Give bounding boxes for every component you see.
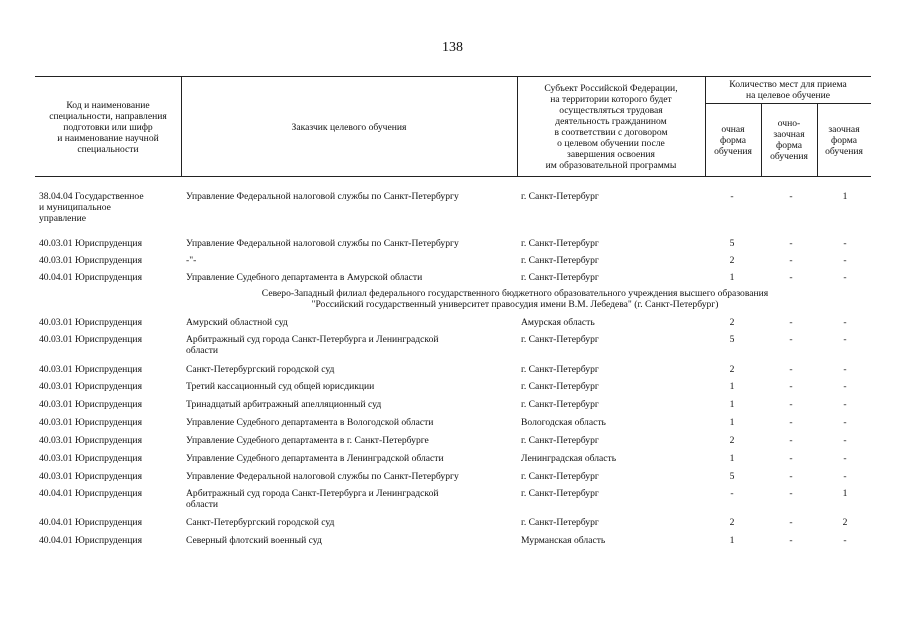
cell-subject: г. Санкт-Петербург [521, 334, 599, 345]
cell-code: 40.03.01 Юриспруденция [39, 364, 142, 375]
cell-subject: г. Санкт-Петербург [521, 255, 599, 266]
cell-subject: Вологодская область [521, 417, 606, 428]
cell-subject: Ленинградская область [521, 453, 617, 464]
cell-distance: 1 [842, 191, 848, 202]
cell-part-time: - [789, 399, 793, 410]
cell-code: 40.03.01 Юриспруденция [39, 238, 142, 249]
cell-full-time: 5 [729, 471, 735, 482]
cell-code: 40.03.01 Юриспруденция [39, 317, 142, 328]
cell-customer: Санкт-Петербургский городской суд [186, 517, 335, 528]
header-distance: заочная форма обучения [825, 123, 863, 157]
cell-code: 40.04.01 Юриспруденция [39, 488, 142, 499]
cell-code: 40.04.01 Юриспруденция [39, 517, 142, 528]
cell-full-time: - [730, 191, 734, 202]
cell-distance: 2 [842, 517, 848, 528]
cell-code: 40.03.01 Юриспруденция [39, 255, 142, 266]
cell-code: 40.03.01 Юриспруденция [39, 435, 142, 446]
page-number: 138 [442, 40, 463, 55]
cell-code: 40.03.01 Юриспруденция [39, 453, 142, 464]
cell-customer: Тринадцатый арбитражный апелляционный суд [186, 399, 382, 410]
cell-code: 40.03.01 Юриспруденция [39, 417, 142, 428]
cell-subject: Амурская область [521, 317, 595, 328]
cell-code: 40.03.01 Юриспруденция [39, 399, 142, 410]
cell-part-time: - [789, 488, 793, 499]
cell-distance: - [843, 272, 847, 283]
cell-distance: - [843, 471, 847, 482]
cell-customer: Управление Судебного департамента в Ленинградской области [186, 453, 444, 464]
cell-customer: Управление Судебного департамента в Вологодской области [186, 417, 434, 428]
cell-customer: Управление Судебного департамента в Амурской области [186, 272, 423, 283]
cell-distance: - [843, 453, 847, 464]
cell-full-time: 2 [729, 517, 735, 528]
cell-subject: г. Санкт-Петербург [521, 238, 599, 249]
cell-distance: - [843, 399, 847, 410]
cell-full-time: 1 [729, 453, 735, 464]
cell-subject: г. Санкт-Петербург [521, 517, 599, 528]
cell-full-time: 2 [729, 435, 735, 446]
cell-distance: - [843, 381, 847, 392]
cell-customer: Арбитражный суд города Санкт-Петербурга и Ленинградской области [186, 488, 439, 510]
cell-full-time: 1 [729, 535, 735, 546]
cell-part-time: - [789, 471, 793, 482]
cell-full-time: 2 [729, 317, 735, 328]
cell-part-time: - [789, 381, 793, 392]
cell-customer: Амурский областной суд [186, 317, 288, 328]
cell-code: 40.03.01 Юриспруденция [39, 471, 142, 482]
cell-code: 40.04.01 Юриспруденция [39, 535, 142, 546]
cell-full-time: 1 [729, 417, 735, 428]
header-places: Количество мест для приема на целевое обучение [729, 79, 847, 101]
cell-subject: г. Санкт-Петербург [521, 364, 599, 375]
cell-full-time: - [730, 488, 734, 499]
header-full-time: очная форма обучения [714, 123, 752, 157]
cell-subject: г. Санкт-Петербург [521, 471, 599, 482]
cell-part-time: - [789, 453, 793, 464]
cell-part-time: - [789, 238, 793, 249]
cell-part-time: - [789, 435, 793, 446]
cell-distance: - [843, 334, 847, 345]
cell-customer: Управление Судебного департамента в г. Санкт-Петербурге [186, 435, 429, 446]
section-title: Северо-Западный филиал федерального государственного бюджетного образовательного учреждения высшего образования "Российский государственный университет правосудия имени В.М. Лебедева" (г. Санкт-Петербург) [261, 288, 769, 310]
cell-distance: - [843, 435, 847, 446]
cell-customer: Управление Федеральной налоговой службы по Санкт-Петербургу [186, 238, 459, 249]
cell-full-time: 5 [729, 238, 735, 249]
cell-customer: -"- [186, 255, 197, 266]
cell-full-time: 2 [729, 364, 735, 375]
cell-full-time: 1 [729, 381, 735, 392]
cell-subject: г. Санкт-Петербург [521, 488, 599, 499]
cell-code: 40.03.01 Юриспруденция [39, 334, 142, 345]
header-subject: Субъект Российской Федерации, на территории которого будет осуществляться трудовая деятельность гражданином в соответствии с договором о целевом обучении после завершения освоения им образовательной программы [544, 83, 678, 171]
cell-customer: Управление Федеральной налоговой службы по Санкт-Петербургу [186, 471, 459, 482]
cell-part-time: - [789, 272, 793, 283]
cell-code: 40.03.01 Юриспруденция [39, 381, 142, 392]
cell-part-time: - [789, 255, 793, 266]
cell-part-time: - [789, 191, 793, 202]
cell-full-time: 5 [729, 334, 735, 345]
cell-subject: Мурманская область [521, 535, 606, 546]
cell-subject: г. Санкт-Петербург [521, 191, 599, 202]
cell-code: 38.04.04 Государственное и муниципальное управление [39, 191, 144, 224]
cell-distance: - [843, 364, 847, 375]
cell-customer: Арбитражный суд города Санкт-Петербурга и Ленинградской области [186, 334, 439, 356]
cell-subject: г. Санкт-Петербург [521, 399, 599, 410]
cell-part-time: - [789, 334, 793, 345]
cell-distance: - [843, 535, 847, 546]
cell-distance: - [843, 317, 847, 328]
cell-customer: Управление Федеральной налоговой службы по Санкт-Петербургу [186, 191, 459, 202]
cell-subject: г. Санкт-Петербург [521, 381, 599, 392]
cell-customer: Северный флотский военный суд [186, 535, 322, 546]
cell-distance: - [843, 255, 847, 266]
cell-customer: Третий кассационный суд общей юрисдикции [186, 381, 375, 392]
cell-full-time: 1 [729, 272, 735, 283]
header-part-time: очно- заочная форма обучения [770, 118, 808, 162]
cell-part-time: - [789, 364, 793, 375]
cell-distance: 1 [842, 488, 848, 499]
cell-part-time: - [789, 317, 793, 328]
header-code: Код и наименование специальности, направления подготовки или шифр и наименование научной специальности [49, 99, 167, 155]
table-header [35, 76, 871, 176]
cell-distance: - [843, 238, 847, 249]
cell-subject: г. Санкт-Петербург [521, 435, 599, 446]
cell-subject: г. Санкт-Петербург [521, 272, 599, 283]
cell-code: 40.04.01 Юриспруденция [39, 272, 142, 283]
cell-part-time: - [789, 417, 793, 428]
cell-full-time: 1 [729, 399, 735, 410]
cell-part-time: - [789, 517, 793, 528]
cell-part-time: - [789, 535, 793, 546]
header-customer: Заказчик целевого обучения [291, 121, 407, 133]
cell-customer: Санкт-Петербургский городской суд [186, 364, 335, 375]
cell-full-time: 2 [729, 255, 735, 266]
cell-distance: - [843, 417, 847, 428]
